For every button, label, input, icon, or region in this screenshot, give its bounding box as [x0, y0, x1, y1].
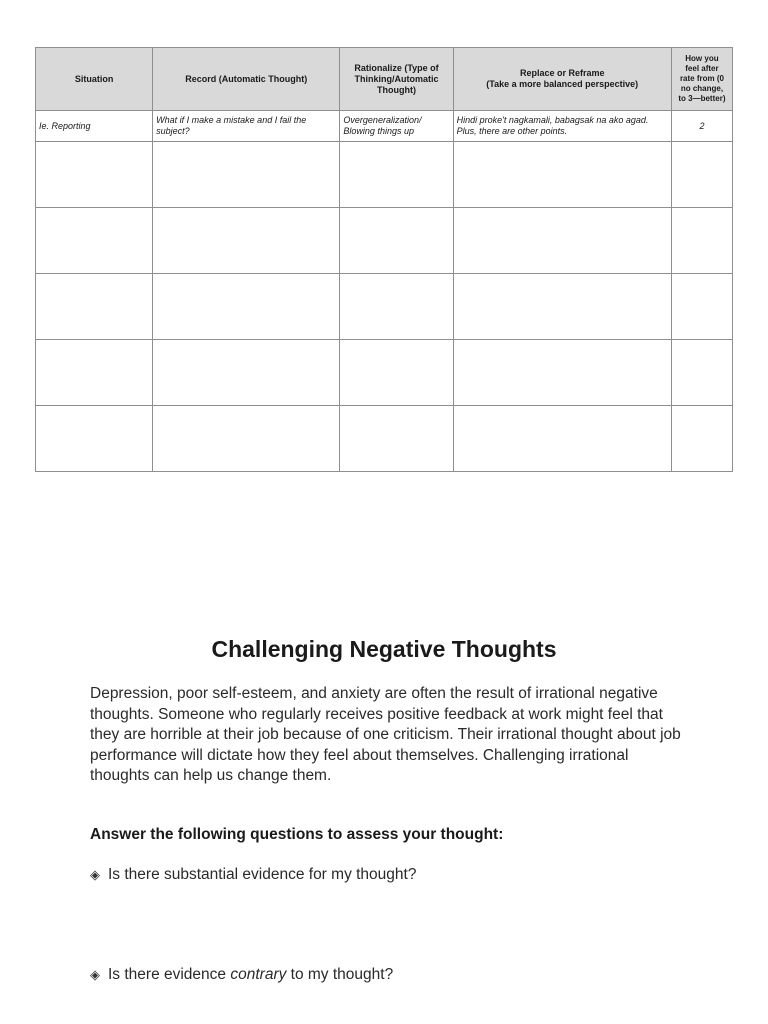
replace-cell[interactable]	[453, 142, 671, 208]
table-row-example	[36, 111, 733, 142]
rationalize-cell[interactable]	[340, 406, 453, 472]
header-feel-rating: How you feel after rate from (0 no change, to 3—better)	[671, 48, 732, 111]
header-replace: Replace or Reframe (Take a more balanced perspective)	[453, 48, 671, 111]
record-cell[interactable]	[153, 274, 340, 340]
table-row	[36, 274, 733, 340]
feel-rating-cell[interactable]	[671, 142, 732, 208]
header-record: Record (Automatic Thought)	[153, 48, 340, 111]
question-text-start: Is there evidence	[108, 966, 231, 983]
situation-cell[interactable]	[36, 208, 153, 274]
feel-rating-cell[interactable]	[671, 340, 732, 406]
example-record: What if I make a mistake and I fail the subject?	[153, 111, 340, 142]
rationalize-cell[interactable]	[340, 274, 453, 340]
feel-rating-cell[interactable]	[671, 406, 732, 472]
table-row	[36, 406, 733, 472]
table-header-row	[36, 48, 733, 111]
question-evidence-for	[90, 866, 416, 884]
question-text-end: to my thought?	[286, 966, 394, 983]
header-situation: Situation	[36, 48, 153, 111]
feel-rating-cell[interactable]	[671, 274, 732, 340]
replace-cell[interactable]	[453, 208, 671, 274]
record-cell[interactable]	[153, 406, 340, 472]
replace-cell[interactable]	[453, 340, 671, 406]
diamond-bullet-icon: ◈	[90, 867, 100, 882]
table-row	[36, 340, 733, 406]
feel-rating-cell[interactable]	[671, 208, 732, 274]
situation-cell[interactable]	[36, 274, 153, 340]
record-cell[interactable]	[153, 142, 340, 208]
header-rationalize: Rationalize (Type of Thinking/Automatic Thought)	[340, 48, 453, 111]
section-title: Challenging Negative Thoughts	[211, 636, 557, 662]
table-row	[36, 208, 733, 274]
replace-cell[interactable]	[453, 406, 671, 472]
rationalize-cell[interactable]	[340, 340, 453, 406]
example-replace: Hindi proke't nagkamali, babagsak na ako agad. Plus, there are other points.	[453, 111, 671, 142]
question-emphasis: contrary	[230, 966, 287, 983]
example-rationalize: Overgeneralization/ Blowing things up	[340, 111, 453, 142]
example-feel-rating: 2	[671, 111, 732, 142]
assessment-prompt: Answer the following questions to assess your thought:	[90, 826, 504, 843]
intro-paragraph: Depression, poor self-esteem, and anxiety are often the result of irrational negative thoughts. Someone who regularly receives positive feedback at work might feel that they are horrible at their job because of one criticism. Their irrational thought about job performance will dictate how they feel about themselves. Challenging irrational thoughts can help us change them.	[90, 685, 681, 784]
question-evidence-contrary	[90, 966, 393, 984]
situation-cell[interactable]	[36, 340, 153, 406]
replace-cell[interactable]	[453, 274, 671, 340]
thought-record-table	[35, 47, 733, 472]
situation-cell[interactable]	[36, 406, 153, 472]
rationalize-cell[interactable]	[340, 208, 453, 274]
record-cell[interactable]	[153, 208, 340, 274]
rationalize-cell[interactable]	[340, 142, 453, 208]
diamond-bullet-icon: ◈	[90, 967, 100, 982]
situation-cell[interactable]	[36, 142, 153, 208]
record-cell[interactable]	[153, 340, 340, 406]
example-situation: Ie. Reporting	[36, 111, 153, 142]
table-row	[36, 142, 733, 208]
question-text: Is there substantial evidence for my thought?	[108, 866, 417, 883]
